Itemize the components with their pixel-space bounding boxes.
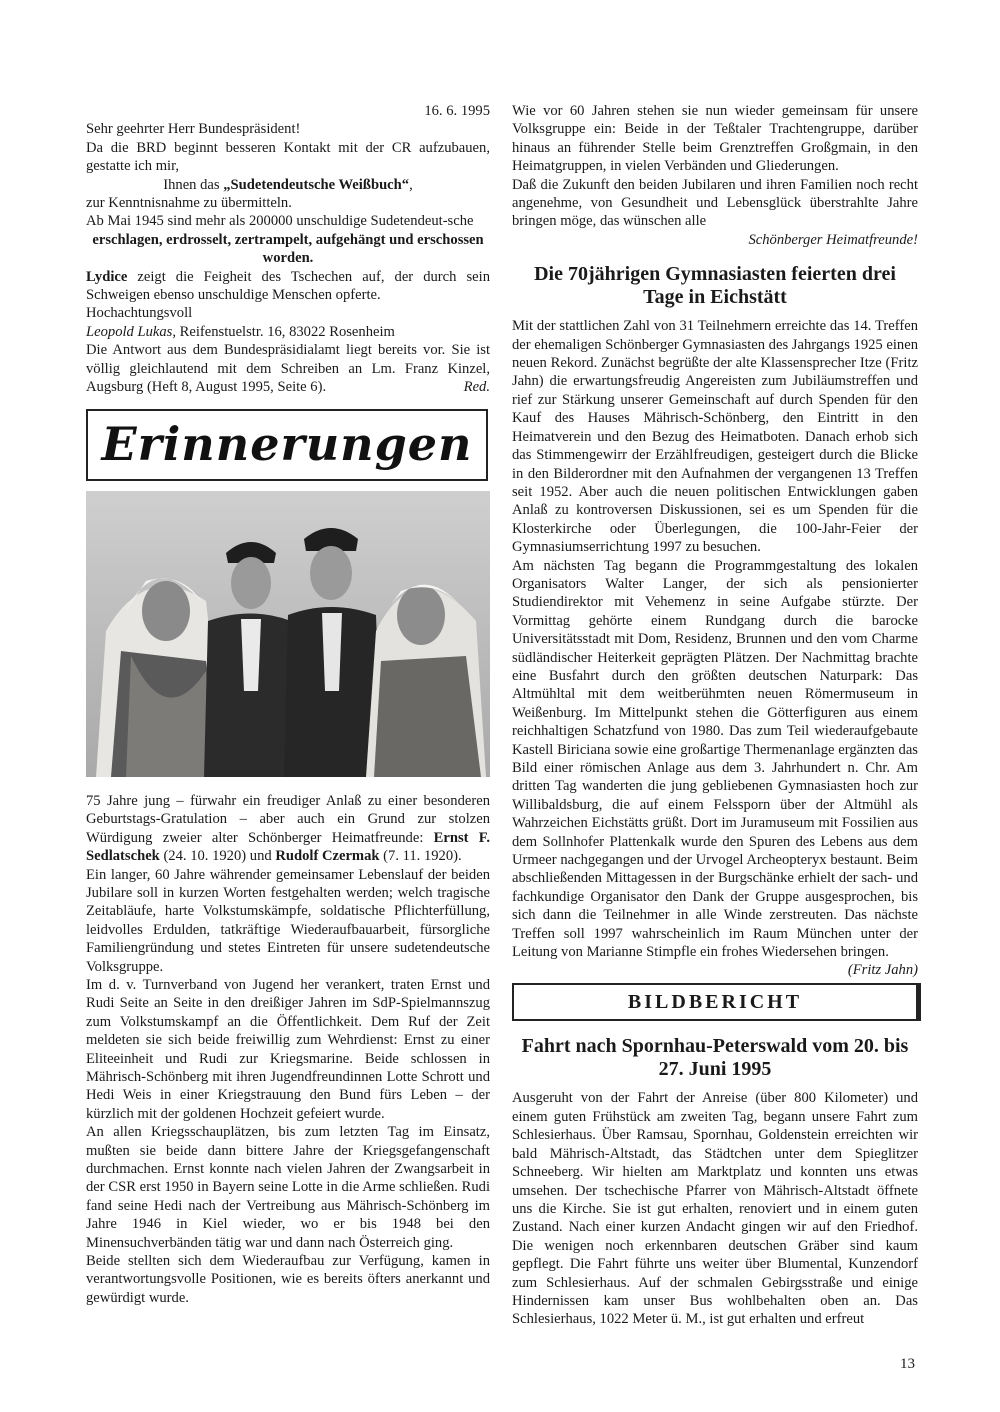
erinnerungen-paragraph: Im d. v. Turnverband von Jugend her verankert, traten Ernst und Rudi Seite an Seite in den dreißiger Jahren im SdP-Spielmannszug zum Volkstumskampf an die Öffentlichkeit. Dem Ruf der Zeit meldeten sie sich beide freiwillig zum Wehrdienst: Ernst zu einer Eliteeinheit und Rudi zur Kriegsmarine. Beide schlossen in Mährisch-Schönberg mit ihren Jugendfreundinnen Lotte Schrott und Hedi Weis in einer Kriegstrauung den Bund fürs Leben – der kürzlich mit der goldenen Hochzeit gefeiert wurde. xyxy=(86,976,490,1122)
letter-salutation: Sehr geehrter Herr Bundespräsident! xyxy=(86,121,301,138)
letter-line: zur Kenntnisnahme zu übermitteln. xyxy=(86,195,292,212)
weissbuch-title: „Sudetendeutsche Weißbuch“ xyxy=(223,176,410,193)
jubilar-name: Ernst F. Sedlatschek xyxy=(86,829,490,865)
bildbericht-header-box xyxy=(512,983,921,1021)
erinnerungen-title: Erinnerungen xyxy=(101,417,473,472)
erinnerungen-signoff: Schönberger Heimatfreunde! xyxy=(748,231,918,248)
letter-bold-statement: erschlagen, erdrosselt, zertrampelt, aufgehängt und erschossen worden. xyxy=(92,231,484,267)
gymnasiasten-paragraph: Am nächsten Tag begann die Programmgestaltung des lokalen Organisators Walter Langer, der sich als pensionierter Studiendirektor mit Vehemenz in seine Aufgabe stürzte. Der Vormittag gehörte einem Rundgang durch die barocke Universitätsstadt mit Dom, Residenz, Brunnen und den vom Charme südländischer Heiterkeit geprägten Plätzen. Der Nachmittag brachte eine Busfahrt durch den größten deutschen Naturpark: Das Altmühltal mit dem weitberühmten neuen Römermuseum in Weißenburg. Im Mittelpunkt stehen die Götterfiguren aus einem reichhaltigen Schatzfund von 1980. Das zum Teil wiederaufgebaute Kastell Biriciana sowie eine großartige Thermenanlage ergänzten das Bild einer römischen Anlage aus dem 3. Jahrhundert n. Chr. Am dritten Tag wanderten die jung gebliebenen Gymnasiasten hoch zur Willibaldsburg, die auf einem Felssporn über der Altmühl als Wahrzeichen Eichstätts grüßt. Dort im Juramuseum mit Fossilien aus dem Sollnhofer Plattenkalk wurde den Spuren des Lebens aus dem Urmeer nachgegangen und der Urvogel Archeopteryx bestaunt. Beim abschließenden Mittagessen in der Burgschänke erhielt der sach- und fachkundige Organisator den Dank der Gruppe ausgesprochen, bis sich dann die Teilnehmer in alle Winde zerstreuten. Das nächste Treffen soll 1997 wahrscheinlich im Raum München unter der Leitung von Marianne Stimpfle ein frohes Wiedersehen bringen. (Fritz Jahn) xyxy=(512,557,918,979)
gymnasiasten-paragraph: Mit der stattlichen Zahl von 31 Teilnehmern erreichte das 14. Treffen der ehemaligen Schönberger Gymnasiasten des Jahrgangs 1925 einen neuen Rekord. Zunächst begrüßte der alte Klassensprecher Itze (Fritz Jahn) die erwartungsfreudig Angereisten zum Jubiläumstreffen und rief zur Stärkung unserer Gemeinschaft auf durch Spenden für den Kauf des Hauses Mährisch-Schönberg, den Eintritt in den Heimatverein und den Bezug des Heimatboten. Danach erhob sich das Stimmengewirr der Erzählfreudigen, gesteigert durch die Blicke in den Bilderordner mit den Aufnahmen der vergangenen 13 Treffen seit 1952. Aber auch die neuen politischen Entwicklungen gaben Anlaß zu kontroversen Diskussionen, sei es um Spenden für die Klosterkirche oder Überlegungen, die 100-Jahr-Feier der Gymnasiumserrichtung 1997 zu besuchen. xyxy=(512,318,918,556)
erinnerungen-paragraph: An allen Kriegsschauplätzen, bis zum letzten Tag im Einsatz, mußten sie beide dann bittere Jahre der Kriegsgefangenschaft durchmachen. Ernst konnte nach vielen Jahren der Zwangsarbeit in der CSR erst 1950 in Bayern seine Lotte in die Arme schließen. Rudi fand seine Hedi nach der Vertreibung aus Mährisch-Schönberg im Jahre 1946 in Kiel wieder, wo er bis 1948 bei den Minensuchverbänden tätig war und dann nach Österreich ging. xyxy=(86,1124,490,1251)
bildbericht-label: BILDBERICHT xyxy=(627,991,803,1014)
right-column xyxy=(512,102,918,1329)
gymnasiasten-author: (Fritz Jahn) xyxy=(847,962,918,979)
jubilee-group-photo xyxy=(86,491,490,777)
erinnerungen-header-box xyxy=(86,409,488,481)
editor-mark: Red. xyxy=(463,379,490,396)
bildbericht-paragraph: Ausgeruht von der Fahrt der Anreise (über 800 Kilometer) und einem guten Frühstück am zweiten Tag, begann unsere Fahrt zum Schlesierhaus. Über Ramsau, Spornhau, Goldenstein erreichten wir bald Mährisch-Altstadt, das Städtchen unter dem Spieglitzer Schneeberg. Wir hielten am Marktplatz und konnten uns etwas umsehen. Der tschechische Pfarrer von Mährisch-Altstadt öffnete uns die Kirche. Sie ist gut erhalten, renoviert und in einem guten Zustand. Nach einer kurzen Andacht gingen wir auf den Friedhof. Die wenigen noch erkennbaren deutschen Gräber sind kaum gepflegt. Die Fahrt führte uns weiter über Blumental, Kunzendorf zum Schlesierhaus. Auf der schmalen Gebirgsstraße und einige Hindernissen kam unser Bus wohlbehalten oben an. Das Schlesierhaus, 1022 Meter ü. M., ist gut erhalten und erfreut xyxy=(512,1090,918,1328)
jubilar-name: Rudolf Czermak xyxy=(275,848,380,865)
gymnasiasten-headline: Die 70jährigen Gymnasiasten feierten drei Tage in Eichstätt xyxy=(534,263,896,309)
letter-reply: Die Antwort aus dem Bundespräsidialamt liegt bereits vor. Sie ist völlig gleichlautend mit dem Schreiben an Lm. Franz Kinzel, Augsburg (Heft 8, August 1995, Seite 6). Red. xyxy=(86,342,490,396)
erinnerungen-paragraph: Daß die Zukunft den beiden Jubilaren und ihren Familien noch recht angenehme, von Gesundheit und Lebensglück überstrahlte Jahre bringen möge, das wünschen alle xyxy=(512,176,918,230)
letter-line: Ab Mai 1945 sind mehr als 200000 unschuldige Sudetendeut-sche xyxy=(86,213,474,230)
erinnerungen-paragraph: Wie vor 60 Jahren stehen sie nun wieder gemeinsam für unsere Volksgruppe ein: Beide in der Teßtaler Trachtengruppe, darüber hinaus an führender Stelle beim Grenztreffen Großgmain, in den Heimatgruppen, in vielen Verbänden und Gliederungen. xyxy=(512,103,918,175)
letter-line: Da die BRD beginnt besseren Kontakt mit der CR aufzubauen, gestatte ich mir, xyxy=(86,139,490,175)
left-column xyxy=(86,102,490,1307)
erinnerungen-paragraph: 75 Jahre jung – fürwahr ein freudiger Anlaß zu einer besonderen Geburtstags-Gratulation – aber auch ein Grund zur stolzen Würdigung zweier alter Schönberger Heimatfreunde: Ernst F. Sedlatschek (24. 10. 1920) und Rudolf Czermak (7. 11. 1920). xyxy=(86,792,490,865)
bildbericht-headline: Fahrt nach Spornhau-Peterswald vom 20. bis 27. Juni 1995 xyxy=(521,1035,909,1081)
erinnerungen-paragraph: Beide stellten sich dem Wiederaufbau zur Verfügung, kamen in verantwortungsvolle Positionen, wie es bereits öfters anerkannt und gewürdigt wurde. xyxy=(86,1253,490,1306)
letter-weissbuch-line: Ihnen das „Sudetendeutsche Weißbuch“, xyxy=(163,176,413,193)
letter-date: 16. 6. 1995 xyxy=(424,103,490,119)
page-number: 13 xyxy=(900,1356,915,1372)
letter-closing: Hochachtungsvoll xyxy=(86,305,193,322)
erinnerungen-paragraph: Ein langer, 60 Jahre währender gemeinsamer Lebenslauf der beiden Jubilare soll in kurzen Worten festgehalten werden; welch tragische Zeitabläufe, harte Volkstumskämpfe, soldatische Pflichterfüllung, leidvolles Erdulden, tatkräftige Wiederaufbauarbeit, fürsorgliche Familiengründung und stetes Eintreten für unsere sudetendeutsche Volksgruppe. xyxy=(86,866,490,975)
letter-lydice: Lydice zeigt die Feigheit des Tschechen auf, der durch sein Schweigen ebenso unschuldige Menschen opferte. xyxy=(86,268,490,304)
letter-sender: Leopold Lukas, Reifenstuelstr. 16, 83022 Rosenheim xyxy=(86,323,395,340)
